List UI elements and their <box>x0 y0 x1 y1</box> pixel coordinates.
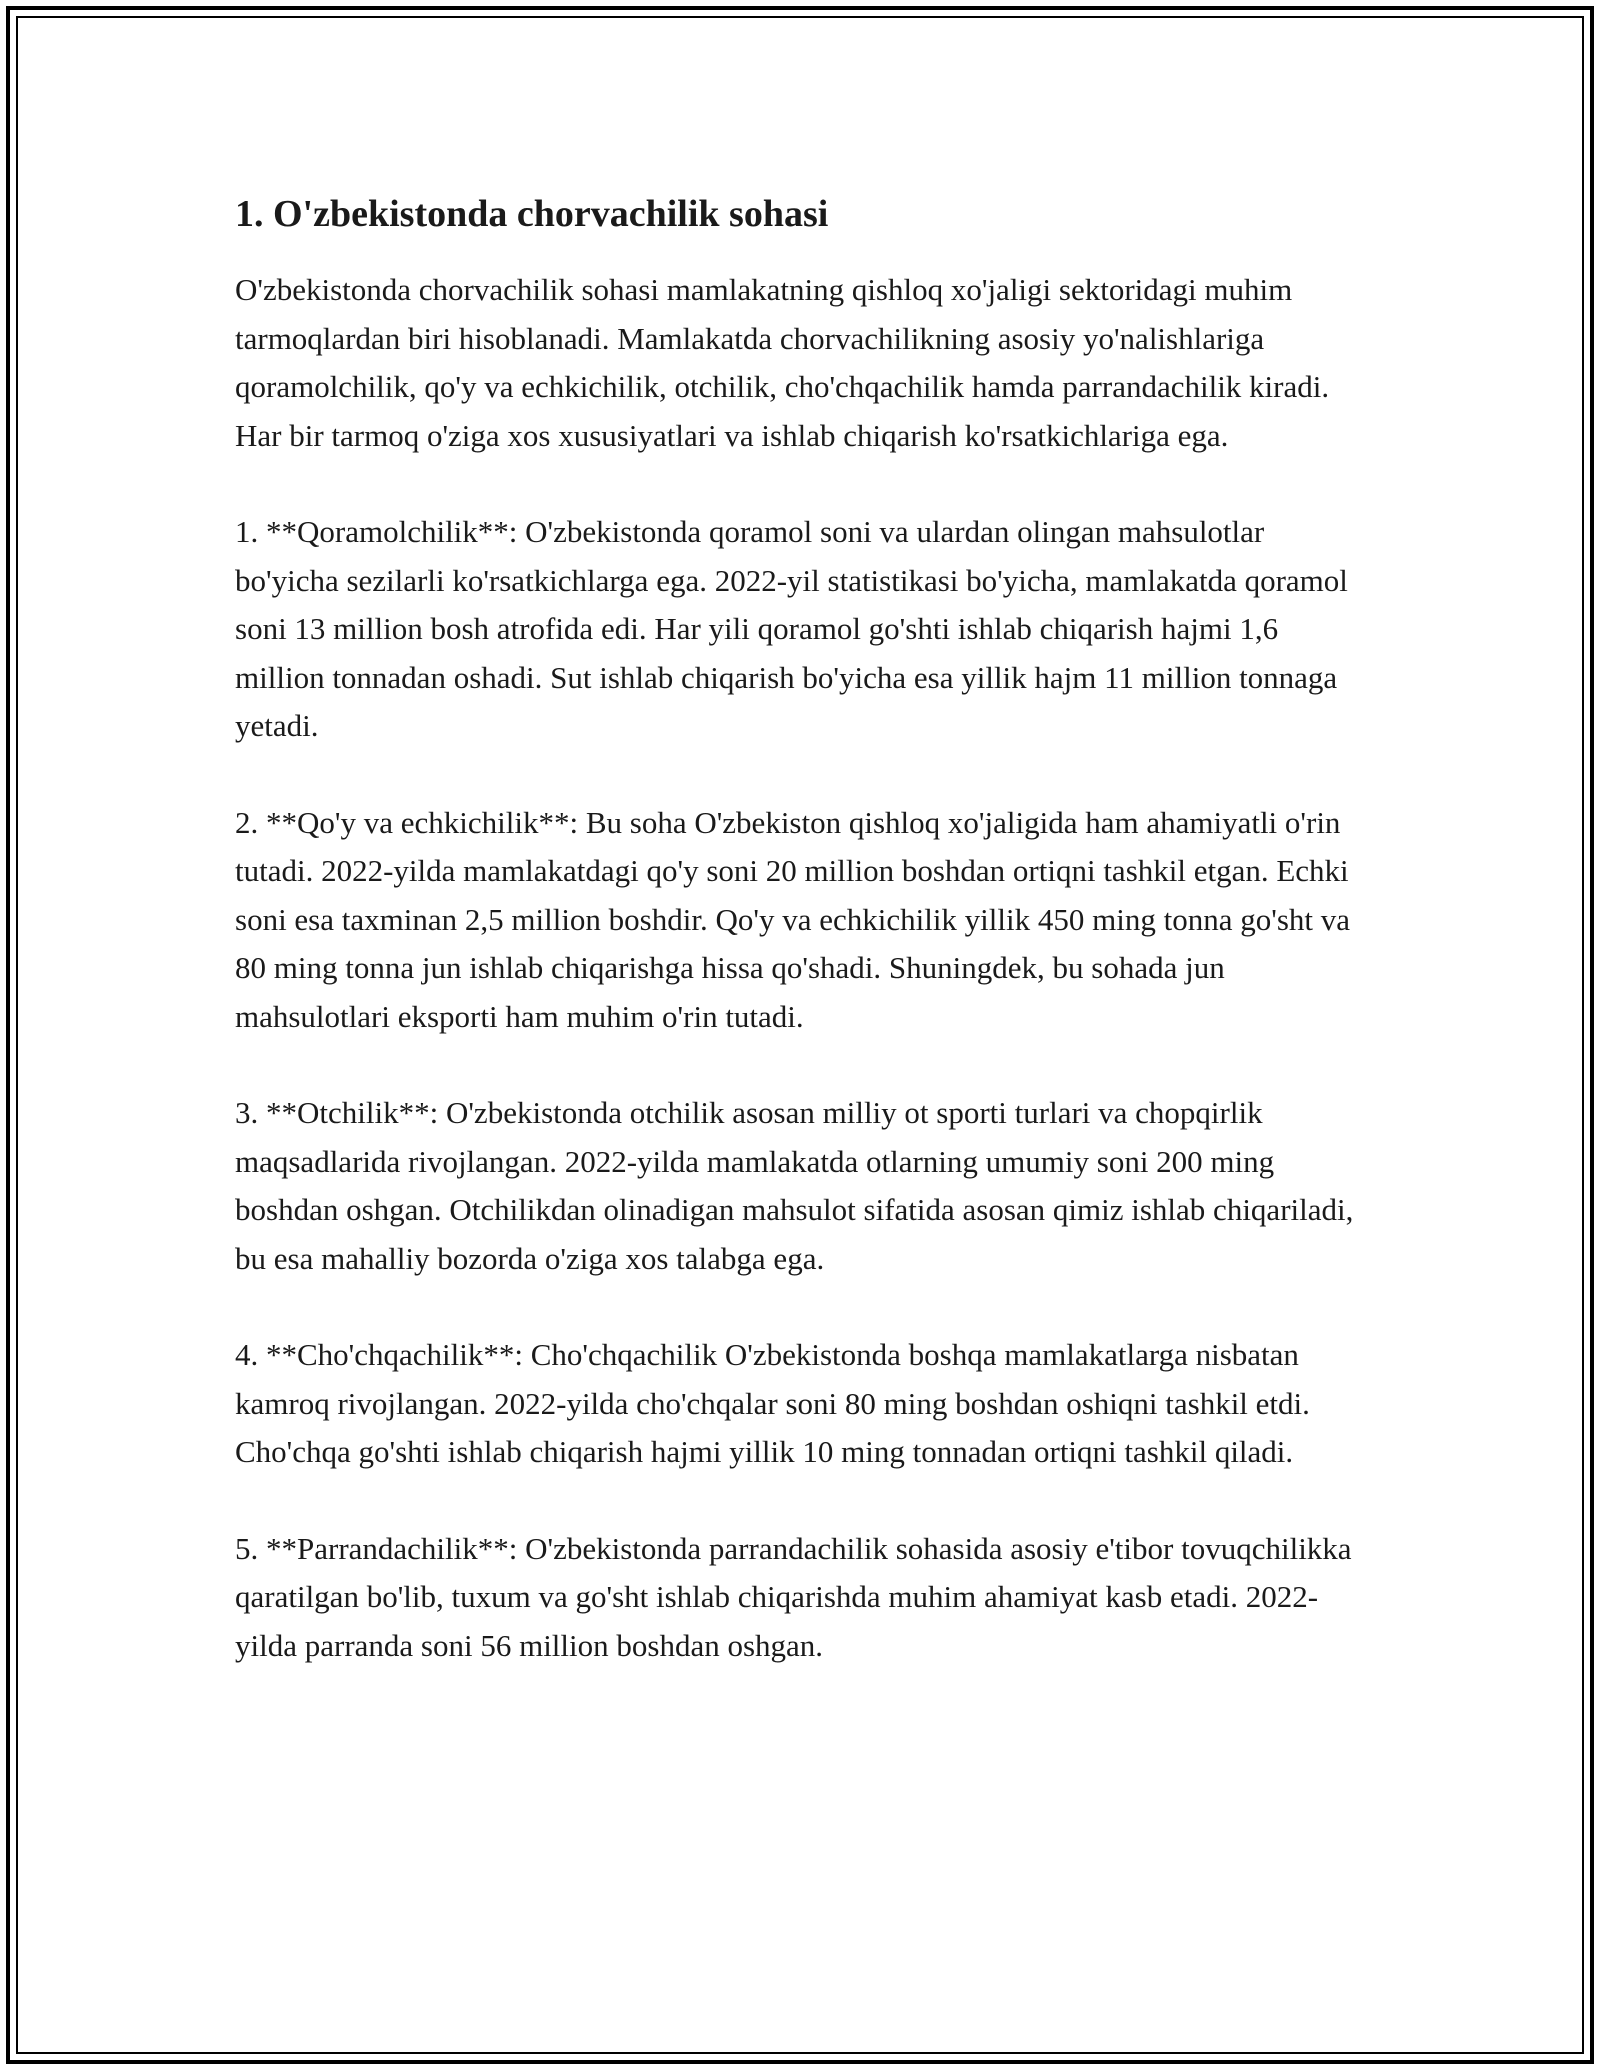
intro-paragraph: O'zbekistonda chorvachilik sohasi mamlakatning qishloq xo'jaligi sektoridagi muhim tarmoqlardan biri hisoblanadi. Mamlakatda chorvachilikning asosiy yo'nalishlariga qoramolchilik, qo'y va echkichilik, otchilik, cho'chqachilik hamda parrandachilik kiradi. Har bir tarmoq o'ziga xos xususiyatlari va ishlab chiqarish ko'rsatkichlariga ega. <box>235 272 1330 453</box>
document-body <box>235 190 1370 1718</box>
cattle-paragraph: 1. **Qoramolchilik**: O'zbekistonda qoramol soni va ulardan olingan mahsulotlar bo'yicha sezilarli ko'rsatkichlarga ega. 2022-yil statistikasi bo'yicha, mamlakatda qoramol soni 13 million bosh atrofida edi. Har yili qoramol go'shti ishlab chiqarish hajmi 1,6 million tonnadan oshadi. Sut ishlab chiqarish bo'yicha esa yillik hajm 11 million tonnaga yetadi. <box>235 514 1348 743</box>
sheep-goat-paragraph: 2. **Qo'y va echkichilik**: Bu soha O'zbekiston qishloq xo'jaligida ham ahamiyatli o'rin tutadi. 2022-yilda mamlakatdagi qo'y soni 20 million boshdan ortiqni tashkil etgan. Echki soni esa taxminan 2,5 million boshdir. Qo'y va echkichilik yillik 450 ming tonna go'sht va 80 ming tonna jun ishlab chiqarishga hissa qo'shadi. Shuningdek, bu sohada jun mahsulotlari eksporti ham muhim o'rin tutadi. <box>235 804 1351 1034</box>
horse-paragraph: 3. **Otchilik**: O'zbekistonda otchilik asosan milliy ot sporti turlari va chopqirlik maqsadlarida rivojlangan. 2022-yilda mamlakatda otlarning umumiy soni 200 ming boshdan oshgan. Otchilikdan olinadigan mahsulot sifatida asosan qimiz ishlab chiqariladi, bu esa mahalliy bozorda o'ziga xos talabga ega. <box>235 1095 1354 1276</box>
section-heading: 1. O'zbekistonda chorvachilik sohasi <box>235 193 829 235</box>
pig-paragraph: 4. **Cho'chqachilik**: Cho'chqachilik O'zbekistonda boshqa mamlakatlarga nisbatan kamroq rivojlangan. 2022-yilda cho'chqalar soni 80 ming boshdan oshiqni tashkil etdi. Cho'chqa go'shti ishlab chiqarish hajmi yillik 10 ming tonnadan ortiqni tashkil qiladi. <box>235 1337 1310 1469</box>
poultry-paragraph: 5. **Parrandachilik**: O'zbekistonda parrandachilik sohasida asosiy e'tibor tovuqchilikka qaratilgan bo'lib, tuxum va go'sht ishlab chiqarishda muhim ahamiyat kasb etadi. 2022-yilda parranda soni 56 million boshdan oshgan. <box>235 1530 1352 1663</box>
